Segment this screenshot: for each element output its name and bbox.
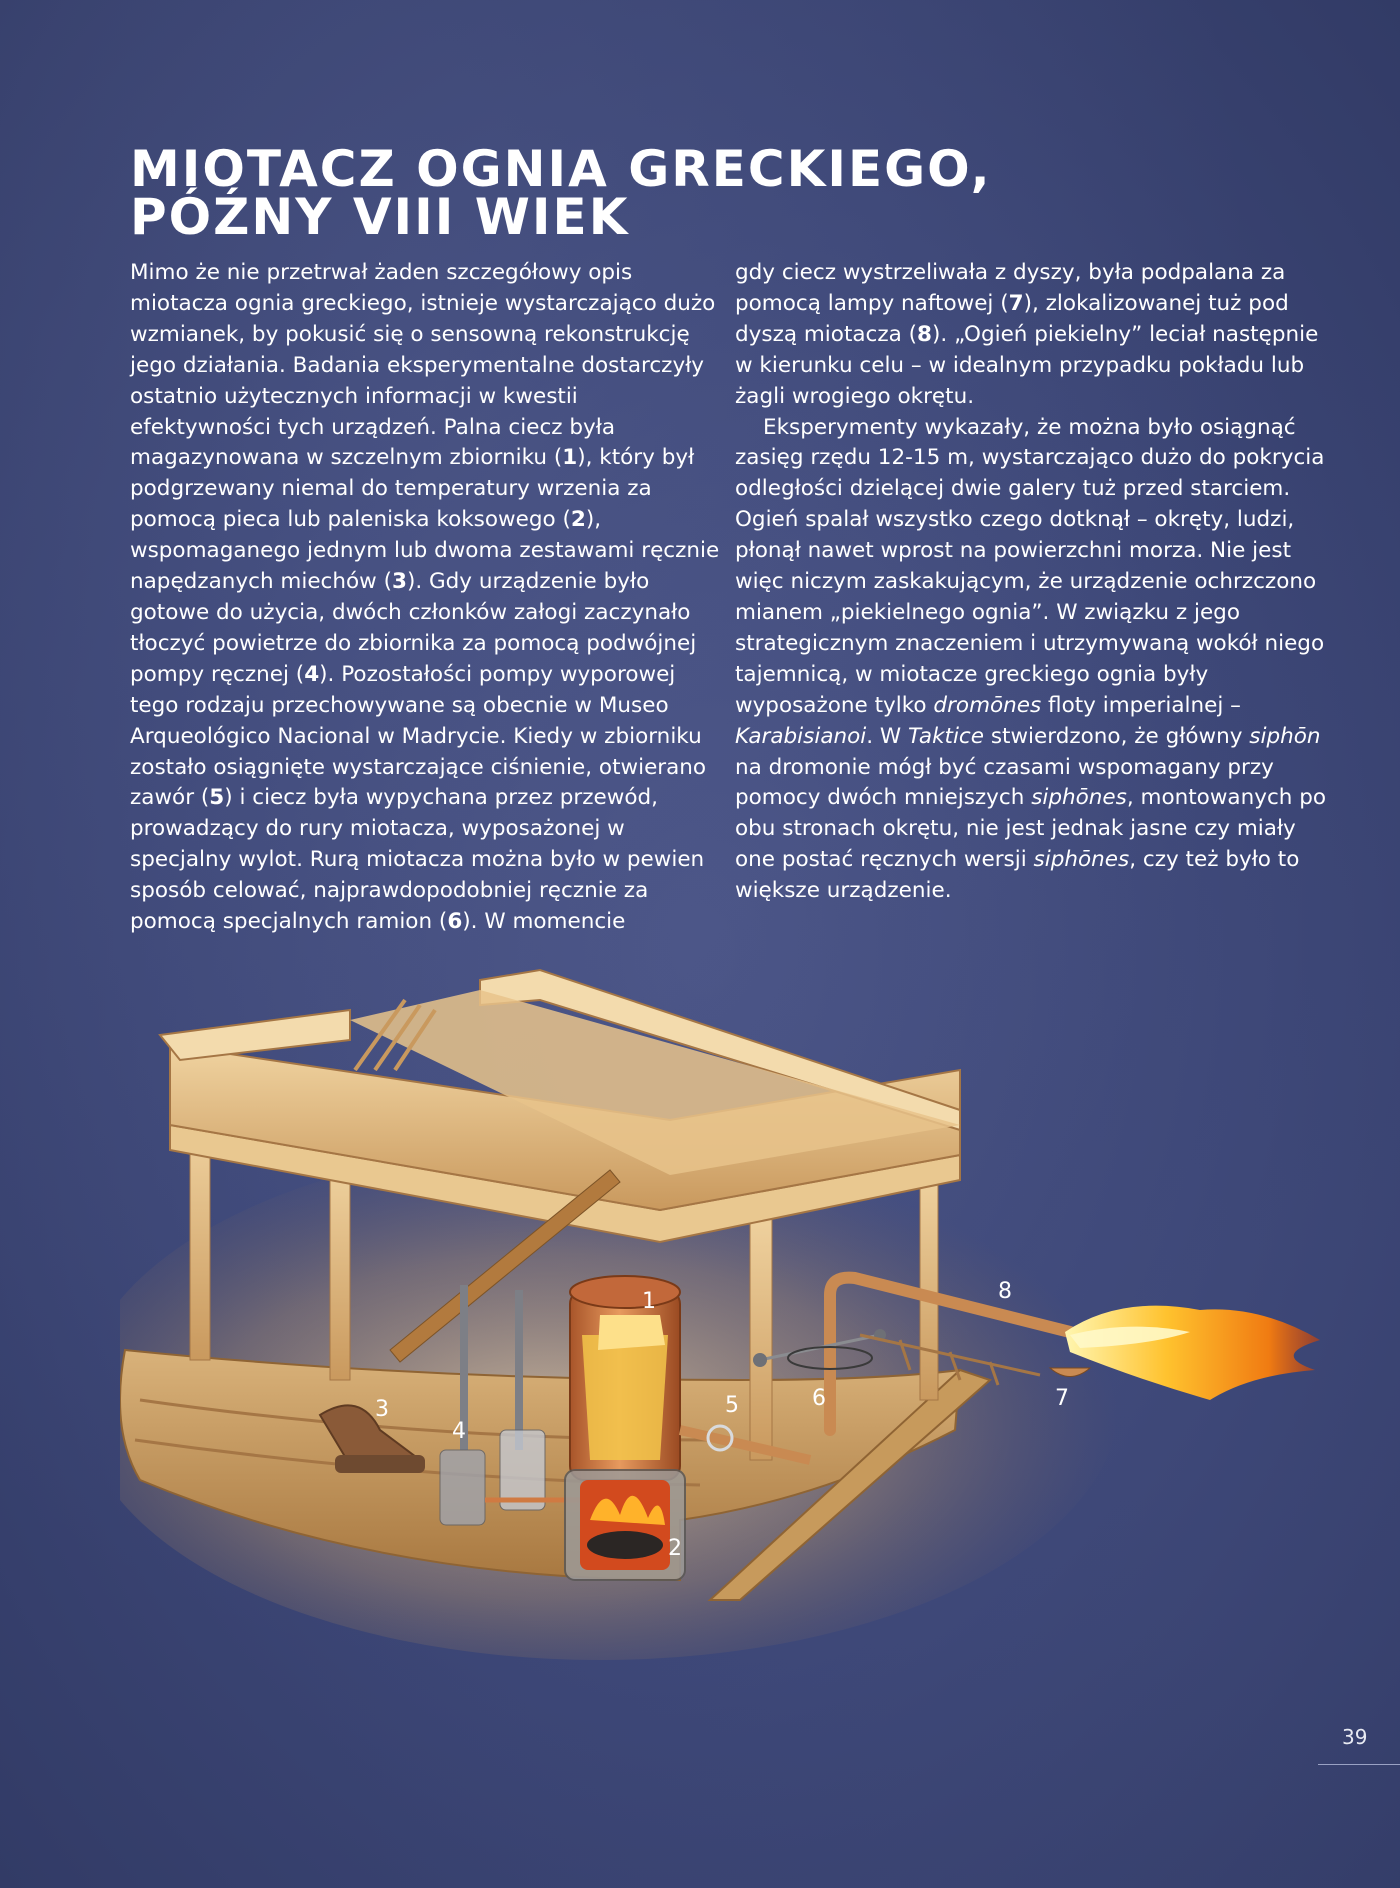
text-run: ). Pozostałości pompy wyporowej tego rodzaju przechowywane są obecnie w Museo Arqueológico Nacional w Madrycie. Kiedy w zbiorniku zostało osiągnięte wystarczające ciśnienie, otwierano zawór (	[130, 661, 707, 811]
fuel-tank	[570, 1276, 680, 1480]
italic-term: Karabisianoi	[735, 723, 867, 749]
text-run: , czy też było to większe urządzenie.	[735, 847, 1300, 904]
furnace	[565, 1470, 685, 1580]
page-number-rule	[1318, 1764, 1400, 1765]
text-run: . W	[866, 723, 909, 749]
text-column-right	[735, 258, 1340, 907]
italic-term: siphōn	[1249, 723, 1321, 749]
text-run: ), zlokalizowanej tuż pod dyszą miotacza (	[735, 290, 1289, 347]
callout-ref: 3	[391, 569, 407, 595]
text-run: ). Gdy urządzenie było gotowe do użycia, dwóch członków załogi zaczynało tłoczyć powietrze do zbiornika za pomocą podwójnej pompy ręcznej (	[130, 569, 697, 687]
italic-term: siphōnes	[1033, 847, 1130, 873]
paragraph-right-1	[735, 258, 1340, 413]
callout-7: 7	[1055, 1386, 1069, 1411]
text-run: ), który był podgrzewany niemal do temperatury wrzenia za pomocą pieca lub paleniska koksowego (	[130, 445, 695, 533]
text-run: ). W momencie	[462, 909, 626, 935]
text-run: ) i ciecz była wypychana przez przewód, prowadzący do rury miotacza, wyposażonej w specjalny wylot. Rurą miotacza można było w pewien sposób celować, najprawdopodobniej ręcznie za pomocą specjalnych ramion (	[130, 785, 705, 935]
page-number: 39	[1342, 1725, 1368, 1749]
text-run: ), wspomaganego jednym lub dwoma zestawami ręcznie napędzanych miechów (	[130, 507, 720, 595]
text-run: na dromonie mógł być czasami wspomagany przy pomocy dwóch mniejszych	[735, 754, 1274, 811]
callout-ref: 7	[1008, 290, 1024, 316]
callout-5: 5	[725, 1393, 739, 1418]
callout-ref: 2	[570, 507, 586, 533]
title-line-2: PÓŹNY VIII WIEK	[130, 188, 630, 246]
text-run: gdy ciecz wystrzeliwała z dyszy, była podpalana za pomocą lampy naftowej (	[735, 260, 1286, 316]
callout-ref: 8	[917, 321, 933, 347]
text-run: stwierdzono, że główny	[983, 723, 1250, 749]
text-run: floty imperialnej –	[1041, 692, 1241, 718]
italic-term: Taktice	[908, 723, 984, 749]
callout-ref: 1	[562, 445, 578, 471]
italic-term: siphōnes	[1031, 785, 1127, 811]
text-column-left	[130, 258, 720, 938]
text-run: ). „Ogień piekielny” leciał następnie w kierunku celu – w idealnym przypadku pokładu lub żagli wrogiego okrętu.	[735, 321, 1319, 409]
callout-ref: 6	[447, 909, 463, 935]
callout-3: 3	[375, 1397, 389, 1422]
text-run: , montowanych po obu stronach okrętu, nie jest jednak jasne czy miały one postać ręcznych wersji	[735, 785, 1327, 873]
italic-term: dromōnes	[933, 692, 1042, 718]
flamethrower-illustration	[120, 960, 1340, 1680]
callout-8: 8	[998, 1279, 1012, 1304]
callout-6: 6	[812, 1386, 826, 1411]
paragraph-left	[130, 258, 720, 938]
paragraph-right-2	[735, 413, 1340, 908]
text-run: Mimo że nie przetrwał żaden szczegółowy opis miotacza ognia greckiego, istnieje wystarczająco dużo wzmianek, by pokusić się o sensowną rekonstrukcję jego działania. Badania eksperymentalne dostarczyły ostatnio użytecznych informacji w kwestii efektywności tych urządzeń. Palna ciecz była magazynowana w szczelnym zbiorniku (	[130, 260, 716, 471]
callout-1: 1	[642, 1289, 656, 1314]
callout-2: 2	[668, 1536, 682, 1561]
callout-4: 4	[452, 1419, 466, 1444]
title-line-1: MIOTACZ OGNIA GRECKIEGO,	[130, 140, 992, 198]
callout-ref: 5	[209, 785, 225, 811]
text-run: Eksperymenty wykazały, że można było osiągnąć zasięg rzędu 12-15 m, wystarczająco dużo do pokrycia odległości dzielącej dwie galery tuż przed starciem. Ogień spalał wszystko czego dotknął – okręty, ludzi, płonął nawet wprost na powierzchni morza. Nie jest więc niczym zaskakującym, że urządzenie ochrzczono mianem „piekielnego ognia”. W związku z jego strategicznym znaczeniem i utrzymywaną wokół niego tajemnicą, w miotacze greckiego ognia były wyposażone tylko	[735, 414, 1325, 718]
callout-ref: 4	[304, 661, 320, 687]
page-title	[130, 140, 1130, 246]
